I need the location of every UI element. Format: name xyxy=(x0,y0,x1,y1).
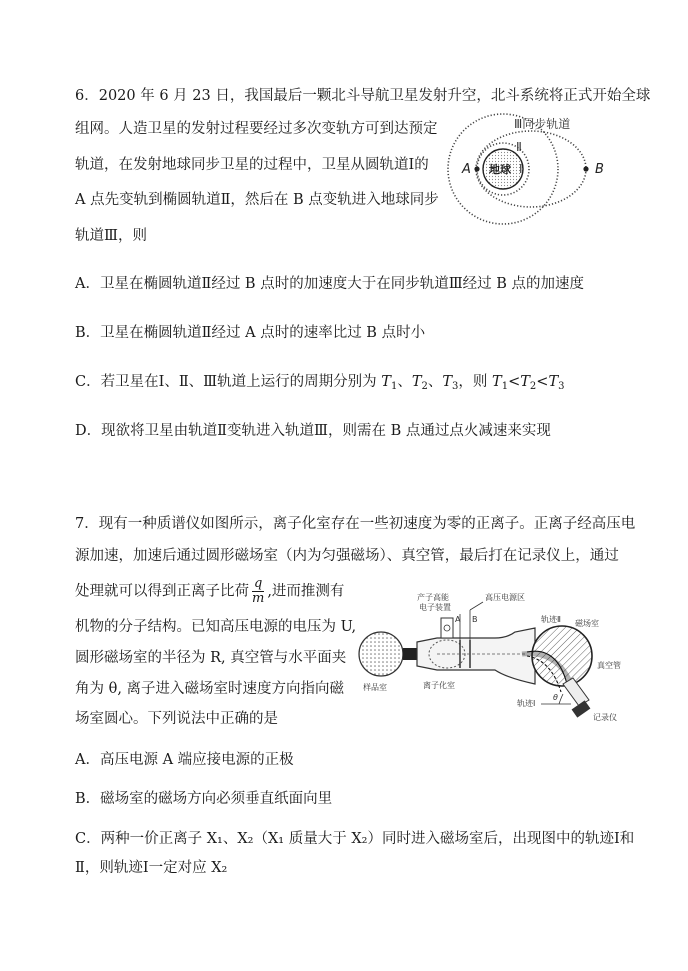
q6-option-d: D．现欲将卫星由轨道Ⅱ变轨进入轨道Ⅲ，则需在 B 点通过点火减速来实现 xyxy=(75,423,551,439)
label-a: A xyxy=(462,162,471,177)
valve xyxy=(403,648,417,660)
q6-line-3: 轨道，在发射地球同步卫星的过程中，卫星从圆轨道Ⅰ的 xyxy=(75,157,429,173)
q7-line-2: 源加速，加速后通过圆形磁场室（内为匀强磁场）、真空管，最后打在记录仪上，通过 xyxy=(75,548,619,564)
angle-arc xyxy=(559,694,563,704)
label-sample: 样品室 xyxy=(363,683,387,692)
label-earth: 地球 xyxy=(489,163,511,176)
label-vacuum: 真空管 xyxy=(597,661,621,670)
q6-line-4: A 点先变轨到椭圆轨道Ⅱ，然后在 B 点变轨进入地球同步 xyxy=(75,192,439,208)
label-plate-b: B xyxy=(472,615,478,624)
recorder-icon xyxy=(572,700,591,717)
q6-option-c: C．若卫星在Ⅰ、Ⅱ、Ⅲ轨道上运行的周期分别为 $T_1$、$T_2$、$T_3$，则 $T_1<T_2<T_3$ xyxy=(75,374,565,392)
q7-option-c-line-2: Ⅱ，则轨迹Ⅰ一定对应 X₂ xyxy=(75,860,228,876)
q7-line-3 xyxy=(75,577,344,606)
q7-option-c-line-1: C．两种一价正离子 X₁、X₂（X₁ 质量大于 X₂）同时进入磁场室后，出现图中的轨迹Ⅰ和 xyxy=(75,831,635,847)
label-plate-a: A xyxy=(455,615,461,624)
q6-option-c-text: C．若卫星在Ⅰ、Ⅱ、Ⅲ轨道上运行的周期分别为 xyxy=(75,374,382,390)
electron-gun xyxy=(441,618,453,638)
orbit-figure xyxy=(446,112,626,232)
sample-chamber xyxy=(359,632,403,676)
label-generator: 产子高能 xyxy=(417,593,449,602)
label-orbit-iii: Ⅲ同步轨道 xyxy=(514,117,571,131)
q7-line-5: 圆形磁场室的半径为 R, 真空管与水平面夹 xyxy=(75,650,347,666)
label-track-ii: 轨迹Ⅱ xyxy=(541,615,561,624)
q6-line-2: 组网。人造卫星的发射过程要经过多次变轨方可到达预定 xyxy=(75,121,438,137)
label-hv-source: 高压电源区 xyxy=(485,593,525,602)
label-b: B xyxy=(595,162,604,177)
q7-line-7: 场室圆心。下列说法中正确的是 xyxy=(75,711,278,727)
q7-line-6: 角为 θ, 离子进入磁场室时速度方向指向磁 xyxy=(75,681,345,697)
q6-option-c-mid: ，则 xyxy=(458,374,493,390)
q7-line-4: 机物的分子结构。已知高压电源的电压为 U, xyxy=(75,619,357,635)
q7-line-3-post: ,进而推测有 xyxy=(267,583,345,600)
q7-line-1: 7．现有一种质谱仪如图所示，离子化室存在一些初速度为零的正离子。正离子经高压电 xyxy=(75,516,636,532)
q7-option-b: B．磁场室的磁场方向必须垂直纸面向里 xyxy=(75,791,333,807)
mass-spectrometer-figure xyxy=(357,588,633,733)
label-generator-2: 电子装置 xyxy=(419,603,451,612)
label-recorder: 记录仪 xyxy=(593,713,617,722)
label-magnet: 磁场室 xyxy=(575,619,599,628)
q7-option-a: A．高压电源 A 端应接电源的正极 xyxy=(75,752,294,768)
q7-line-3-pre: 处理就可以得到正离子比荷 xyxy=(75,583,249,600)
label-orbit-ii: Ⅱ xyxy=(516,140,522,154)
q6-line-5: 轨道Ⅲ，则 xyxy=(75,228,147,244)
point-b-dot xyxy=(583,166,588,171)
charge-mass-fraction: $\frac{q}{m}$ xyxy=(252,576,265,606)
ionization-tube xyxy=(417,628,535,684)
label-theta: θ xyxy=(553,693,558,702)
label-ion: 离子化室 xyxy=(423,681,455,690)
label-orbit-i: Ⅰ xyxy=(519,162,523,176)
q6-line-1: 6．2020 年 6 月 23 日，我国最后一颗北斗导航卫星发射升空，北斗系统将正式开始全球 xyxy=(75,88,651,104)
point-a-dot xyxy=(474,166,479,171)
hv-leader xyxy=(470,602,483,610)
q6-option-a: A．卫星在椭圆轨道Ⅱ经过 B 点时的加速度大于在同步轨道Ⅲ经过 B 点的加速度 xyxy=(75,276,585,292)
q6-option-b: B．卫星在椭圆轨道Ⅱ经过 A 点时的速率比过 B 点时小 xyxy=(75,325,426,341)
label-track-i: 轨迹Ⅰ xyxy=(517,699,536,708)
